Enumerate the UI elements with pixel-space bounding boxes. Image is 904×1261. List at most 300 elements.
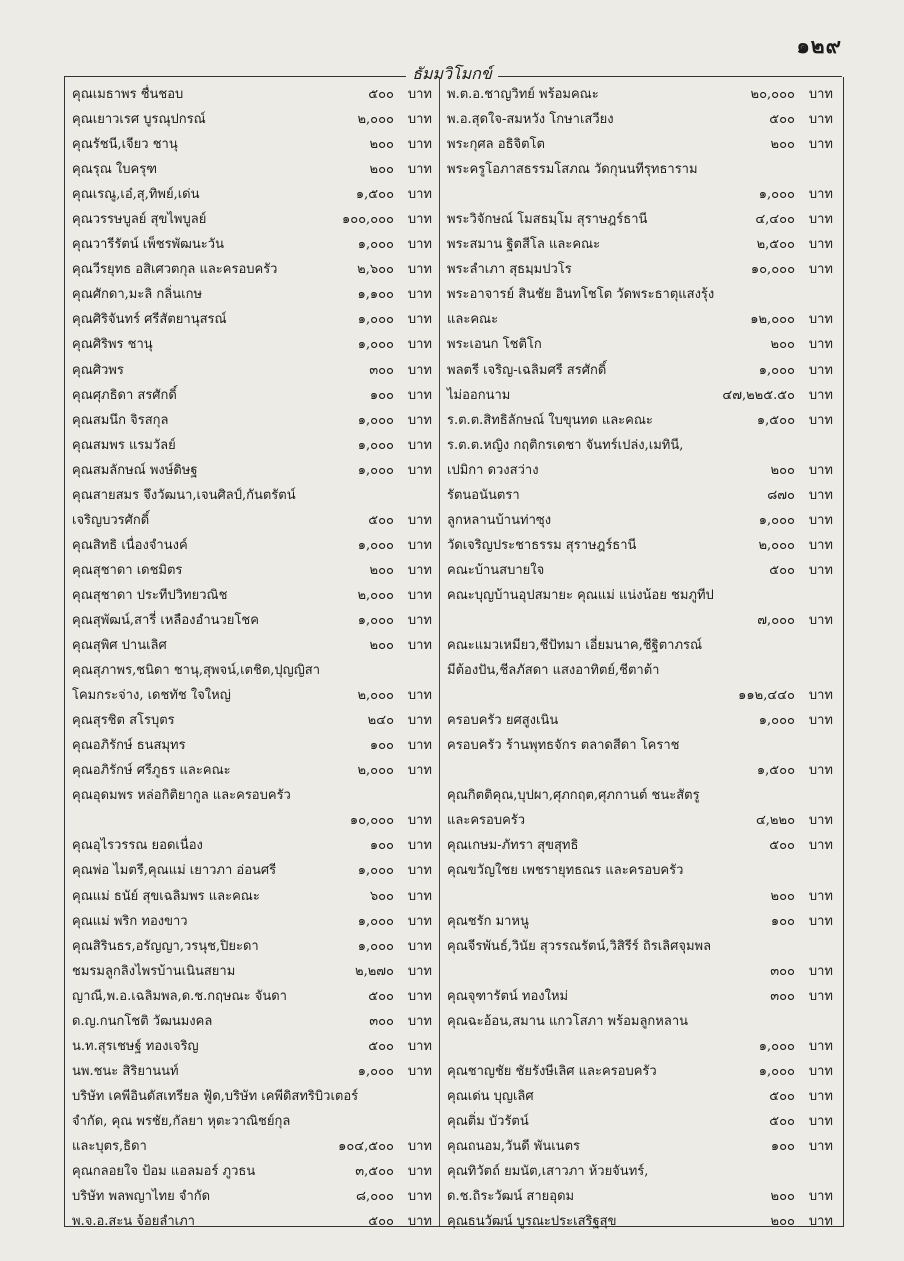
donor-row [72, 1010, 432, 1035]
donor-row [72, 784, 432, 809]
donor-name: คุณสุพัฒน์,สารี่ เหลืองอำนวยโชค [72, 612, 259, 628]
donation-amount: ๑๐๐,๐๐๐ [341, 212, 394, 228]
donor-name: คุณจุฑารัตน์ ทองใหม่ [447, 988, 569, 1004]
donor-name: คณะบ้านสบายใจ [447, 562, 545, 578]
donation-amount: ๕๐๐ [368, 1214, 394, 1230]
donor-row [447, 108, 833, 133]
donor-row [447, 258, 833, 283]
donor-name: พ.จ.อ.สะน จ้อยลำเภา [72, 1214, 195, 1230]
currency-unit: บาท [808, 512, 833, 528]
donor-name: พระลำเภา สุธมฺมปวโร [447, 262, 572, 278]
donor-name: คุณสิรินธร,อรัญญา,วรนุช,ปิยะดา [72, 938, 259, 954]
donation-amount: ๑๐๐ [770, 913, 795, 929]
donor-name: คุณชรัก มาหนู [447, 913, 529, 929]
currency-unit: บาท [808, 612, 833, 628]
donation-amount: ๓๐๐ [369, 1013, 394, 1029]
donor-row [447, 208, 833, 233]
donor-name: คุณอุไรวรรณ ยอดเนื่อง [72, 838, 203, 854]
donor-name: คุณรุณ ใบครุฑ [72, 162, 158, 178]
currency-unit: บาท [407, 1038, 432, 1054]
currency-unit: บาท [407, 938, 432, 954]
donor-name: คุณสายสมร จึงวัฒนา,เจนศิลป์,กันตรัตน์ [72, 487, 296, 503]
page-number: ๑๒๙ [796, 33, 842, 58]
donor-name: คุณสิทธิ เนื่องจำนงค์ [72, 537, 188, 553]
donation-amount: ๒๐๐ [770, 888, 795, 904]
currency-unit: บาท [808, 1214, 833, 1230]
currency-unit: บาท [407, 512, 432, 528]
currency-unit: บาท [407, 638, 432, 654]
donor-row [447, 1160, 833, 1185]
currency-unit: บาท [808, 988, 833, 1004]
donor-name: คุณติ่ม บัวรัตน์ [447, 1113, 529, 1129]
currency-unit: บาท [808, 262, 833, 278]
currency-unit: บาท [407, 337, 432, 353]
donation-amount: ๑,๐๐๐ [357, 1063, 394, 1079]
donation-amount: ๑๐๐ [770, 1138, 795, 1154]
currency-unit: บาท [407, 612, 432, 628]
donor-name: พระครูโอภาสธรรมโสภณ วัดกุนนทีรุทธาราม [447, 162, 698, 178]
donor-name: คุณเกษม-ภัทรา สุขสุทธิ [447, 838, 579, 854]
donor-row [447, 459, 833, 484]
donor-row [447, 859, 833, 884]
donor-row [72, 960, 432, 985]
donor-name: คุณสุชาดา เดชมิตร [72, 562, 183, 578]
donor-row [447, 709, 833, 734]
donor-row [447, 834, 833, 859]
donation-amount: ๘,๐๐๐ [356, 1189, 394, 1205]
donation-amount: ๑,๐๐๐ [357, 462, 394, 478]
donation-amount: ๑,๕๐๐ [756, 763, 795, 779]
donation-amount: ๒๐๐ [770, 337, 795, 353]
donor-row [447, 333, 833, 358]
currency-unit: บาท [808, 137, 833, 153]
donor-row [447, 985, 833, 1010]
donor-list-left [72, 83, 432, 1235]
donor-row [447, 910, 833, 935]
donor-name: คุณสมลักษณ์ พงษ์ดิษฐ [72, 462, 198, 478]
donor-name: คุณศิวพร [72, 362, 124, 378]
donation-amount: ๕๐๐ [769, 112, 795, 128]
donation-amount: ๑,๐๐๐ [758, 187, 795, 203]
donor-row [447, 359, 833, 384]
donor-row [72, 709, 432, 734]
currency-unit: บาท [808, 237, 833, 253]
donor-row [72, 359, 432, 384]
currency-unit: บาท [407, 287, 432, 303]
currency-unit: บาท [808, 537, 833, 553]
donor-row [72, 1085, 432, 1110]
currency-unit: บาท [407, 913, 432, 929]
currency-unit: บาท [407, 137, 432, 153]
donor-row [447, 559, 833, 584]
donation-amount: ๒,๐๐๐ [758, 537, 795, 553]
currency-unit: บาท [407, 888, 432, 904]
currency-unit: บาท [407, 462, 432, 478]
donor-row [72, 434, 432, 459]
currency-unit: บาท [407, 813, 432, 829]
donation-amount: ๕๐๐ [368, 87, 394, 102]
donor-name: และคณะ [447, 312, 499, 328]
donor-row [447, 1135, 833, 1160]
donor-row [447, 233, 833, 258]
currency-unit: บาท [808, 713, 833, 729]
donor-name: ไม่ออกนาม [447, 387, 511, 403]
donor-row [447, 409, 833, 434]
donation-amount: ๑,๐๐๐ [357, 537, 394, 553]
donor-name: ด.ช.ถิระวัฒน์ สายอุดม [447, 1189, 575, 1205]
donation-amount: ๒๐๐ [369, 162, 394, 178]
donation-amount: ๒๐,๐๐๐ [750, 87, 795, 102]
donor-row [72, 308, 432, 333]
donation-amount: ๑๐๔,๕๐๐ [338, 1138, 394, 1154]
donation-amount: ๓๐๐ [770, 963, 795, 979]
currency-unit: บาท [808, 337, 833, 353]
donor-row [72, 459, 432, 484]
donor-name: พลตรี เจริญ-เฉลิมศรี สรศักดิ์ [447, 362, 607, 378]
donation-amount: ๔,๔๐๐ [755, 212, 795, 228]
donor-name: คุณฉะอ้อน,สมาน แกวโสภา พร้อมลูกหลาน [447, 1013, 689, 1029]
donor-name: คุณแม่ พริก ทองขาว [72, 913, 188, 929]
donation-amount: ๘๗๐ [767, 487, 795, 503]
donation-amount: ๑,๐๐๐ [357, 312, 394, 328]
donor-name: นพ.ชนะ สิริยานนท์ [72, 1063, 179, 1079]
currency-unit: บาท [407, 863, 432, 879]
currency-unit: บาท [808, 562, 833, 578]
currency-unit: บาท [407, 362, 432, 378]
currency-unit: บาท [407, 212, 432, 228]
currency-unit: บาท [407, 1214, 432, 1230]
donor-name: คุณเมธาพร ชื่นชอบ [72, 87, 184, 102]
donor-row [447, 935, 833, 960]
currency-unit: บาท [808, 913, 833, 929]
donor-name: คุณธนวัฒน์ บูรณะประเสริฐสุข [447, 1214, 617, 1230]
donation-amount: ๑,๐๐๐ [357, 237, 394, 253]
donor-name: คุณสุพิศ ปานเลิศ [72, 638, 167, 654]
donor-row [72, 584, 432, 609]
currency-unit: บาท [808, 487, 833, 503]
donor-row [447, 1085, 833, 1110]
currency-unit: บาท [808, 412, 833, 428]
donation-amount: ๓๐๐ [770, 988, 795, 1004]
donor-row [447, 584, 833, 609]
donation-amount: ๒,๕๐๐ [756, 237, 795, 253]
donor-name: บริษัท เคพีอินดัสเทรียล ฟู้ด,บริษัท เคพีดิสทริบิวเตอร์ [72, 1088, 359, 1104]
donor-row [447, 1010, 833, 1035]
donation-amount: ๑๐๐ [369, 387, 394, 403]
donation-amount: ๕๐๐ [769, 562, 795, 578]
currency-unit: บาท [808, 813, 833, 829]
donor-name: รัตนอนันตรา [447, 487, 520, 503]
donation-amount: ๑,๕๐๐ [355, 187, 394, 203]
donor-name: คุณจีรพันธ์,วินัย สุวรรณรัตน์,วิสิรีร์ ถิรเลิศจุมพล [447, 938, 712, 954]
donor-name: คุณวรรษบูลย์ สุขไพบูลย์ [72, 212, 207, 228]
donor-row [447, 484, 833, 509]
donor-row [72, 885, 432, 910]
currency-unit: บาท [407, 738, 432, 754]
donation-amount: ๑,๐๐๐ [357, 913, 394, 929]
donation-amount: ๑,๐๐๐ [357, 412, 394, 428]
donor-row [72, 384, 432, 409]
donor-row [72, 609, 432, 634]
currency-unit: บาท [808, 1063, 833, 1079]
donor-row [447, 509, 833, 534]
donation-amount: ๕๐๐ [769, 1088, 795, 1104]
donation-amount: ๑๐,๐๐๐ [750, 262, 795, 278]
currency-unit: บาท [407, 87, 432, 102]
donation-amount: ๑,๑๐๐ [357, 287, 394, 303]
donor-row [447, 809, 833, 834]
donor-name: เปมิกา ดวงสว่าง [447, 462, 539, 478]
donor-row [72, 985, 432, 1010]
donor-row [72, 409, 432, 434]
donation-amount: ๒๐๐ [770, 1214, 795, 1230]
donor-name: ชมรมลูกลิงไพรบ้านเนินสยาม [72, 963, 236, 979]
donation-amount: ๕๐๐ [368, 512, 394, 528]
currency-unit: บาท [808, 362, 833, 378]
donation-amount: ๒๐๐ [770, 137, 795, 153]
currency-unit: บาท [808, 688, 833, 704]
donor-name: คุณศิริพร ชานุ [72, 337, 153, 353]
donor-row [72, 158, 432, 183]
donor-row [447, 659, 833, 684]
donor-name: คุณเยาวเรศ บูรณุปกรณ์ [72, 112, 206, 128]
donor-row [72, 183, 432, 208]
donation-amount: ๑๒,๐๐๐ [750, 312, 795, 328]
donor-row [72, 509, 432, 534]
currency-unit: บาท [407, 1013, 432, 1029]
donor-name: คณะแมวเหมียว,ชีปัทมา เอี่ยมนาค,ชีฐิตาภรณ์ [447, 638, 703, 654]
donor-row [72, 1060, 432, 1085]
donation-amount: ๕๐๐ [769, 1113, 795, 1129]
donor-row [72, 233, 432, 258]
currency-unit: บาท [808, 187, 833, 203]
currency-unit: บาท [407, 262, 432, 278]
donation-amount: ๓,๕๐๐ [355, 1164, 394, 1180]
donor-row [72, 684, 432, 709]
donation-amount: ๒๐๐ [369, 562, 394, 578]
donor-row [72, 1135, 432, 1160]
donor-name: คุณรัชนี,เจียว ชานุ [72, 137, 178, 153]
currency-unit: บาท [808, 1189, 833, 1205]
currency-unit: บาท [407, 562, 432, 578]
donor-row [72, 1035, 432, 1060]
donation-amount: ๒,๐๐๐ [357, 587, 394, 603]
donor-row [72, 809, 432, 834]
donor-name: คุณศักดา,มะลิ กลิ่นเกษ [72, 287, 203, 303]
donation-amount: ๑,๐๐๐ [357, 337, 394, 353]
donation-amount: ๔๗,๒๒๕.๕๐ [722, 387, 795, 403]
donor-row [72, 534, 432, 559]
donor-name: จำกัด, คุณ พรชัย,กัลยา หุตะวาณิชย์กุล [72, 1113, 291, 1129]
column-divider [439, 77, 440, 1226]
donor-row [72, 108, 432, 133]
currency-unit: บาท [407, 1063, 432, 1079]
currency-unit: บาท [407, 112, 432, 128]
donor-row [72, 333, 432, 358]
currency-unit: บาท [407, 1189, 432, 1205]
donation-amount: ๑๐,๐๐๐ [349, 813, 394, 829]
donor-row [447, 960, 833, 985]
currency-unit: บาท [808, 212, 833, 228]
currency-unit: บาท [407, 963, 432, 979]
donor-row [447, 133, 833, 158]
donor-name: มีต้องปัน,ชีลภัสดา แสงอาทิตย์,ชีตาต้า [447, 663, 660, 679]
currency-unit: บาท [808, 387, 833, 403]
currency-unit: บาท [407, 537, 432, 553]
donor-row [72, 484, 432, 509]
currency-unit: บาท [407, 387, 432, 403]
donation-amount: ๒๔๐ [367, 713, 394, 729]
currency-unit: บาท [808, 888, 833, 904]
donor-row [447, 1185, 833, 1210]
donor-row [72, 258, 432, 283]
donation-amount: ๕๐๐ [769, 838, 795, 854]
donation-amount: ๕๐๐ [368, 988, 394, 1004]
donation-amount: ๑,๐๐๐ [758, 362, 795, 378]
donor-name: คุณกลอยใจ ป้อม แอลมอร์ ภูวธน [72, 1164, 256, 1180]
donation-amount: ๑,๐๐๐ [758, 1038, 795, 1054]
donation-amount: ๑๑๒,๔๔๐ [738, 688, 795, 704]
donation-amount: ๕๐๐ [368, 1038, 394, 1054]
donor-name: ร.ต.ต.หญิง กฤติกรเดชา จันทร์เปล่ง,เมทินี, [447, 437, 684, 453]
currency-unit: บาท [407, 988, 432, 1004]
donation-amount: ๑๐๐ [369, 738, 394, 754]
donor-name: คุณศุภธิดา สรศักดิ์ [72, 387, 177, 403]
donor-list-right [447, 83, 833, 1235]
donor-row [447, 734, 833, 759]
donation-amount: ๑๐๐ [369, 838, 394, 854]
currency-unit: บาท [407, 1138, 432, 1154]
donation-amount: ๒๐๐ [770, 1189, 795, 1205]
donor-name: พระอาจารย์ สินชัย อินทโชโต วัดพระธาตุแสงรุ้ง [447, 287, 715, 303]
donor-row [72, 759, 432, 784]
currency-unit: บาท [407, 688, 432, 704]
donor-row [72, 208, 432, 233]
donor-name: คุณวารีรัตน์ เพ็ชรพัฒนะวัน [72, 237, 224, 253]
donation-amount: ๑,๐๐๐ [357, 938, 394, 954]
donor-row [447, 434, 833, 459]
donation-amount: ๑,๐๐๐ [357, 863, 394, 879]
donor-name: พ.อ.สุดใจ-สมหวัง โกษาเสวียง [447, 112, 614, 128]
donor-name: คุณเด่น บุญเลิศ [447, 1088, 534, 1104]
donation-amount: ๒๐๐ [770, 462, 795, 478]
donation-amount: ๑,๐๐๐ [758, 1063, 795, 1079]
donor-name: คุณถนอม,วันดี พันเนตร [447, 1138, 580, 1154]
currency-unit: บาท [808, 1038, 833, 1054]
donor-name: คณะบุญบ้านอุปสมายะ คุณแม่ แน่งน้อย ชมภูทีป [447, 587, 714, 603]
donation-amount: ๒,๐๐๐ [357, 688, 394, 704]
donation-amount: ๓๐๐ [369, 362, 394, 378]
donor-name: และครอบครัว [447, 813, 526, 829]
donor-name: คุณสมนึก จิรสกุล [72, 412, 169, 428]
donor-row [447, 83, 833, 108]
donor-row [72, 834, 432, 859]
donor-row [72, 1110, 432, 1135]
donor-row [72, 659, 432, 684]
currency-unit: บาท [407, 1164, 432, 1180]
donor-name: ญาณี,พ.อ.เฉลิมพล,ด.ช.กฤษณะ จันดา [72, 988, 287, 1004]
donation-amount: ๖๐๐ [369, 888, 394, 904]
donor-name: ลูกหลานบ้านท่าซุง [447, 512, 552, 528]
currency-unit: บาท [407, 412, 432, 428]
donor-row [447, 158, 833, 183]
currency-unit: บาท [808, 763, 833, 779]
donor-row [72, 83, 432, 108]
donor-row [72, 935, 432, 960]
donor-row [72, 634, 432, 659]
donor-row [72, 559, 432, 584]
donor-row [72, 1185, 432, 1210]
donor-name: คุณสุชาดา ประทีปวิทยวณิช [72, 587, 228, 603]
currency-unit: บาท [407, 763, 432, 779]
donor-name: คุณอุดมพร หล่อกิติยากูล และครอบครัว [72, 788, 291, 804]
currency-unit: บาท [808, 312, 833, 328]
donor-row [447, 283, 833, 308]
donor-row [447, 1035, 833, 1060]
currency-unit: บาท [407, 587, 432, 603]
donor-name: คุณวีรยุทธ อสิเศวตกุล และครอบครัว [72, 262, 278, 278]
donor-row [72, 910, 432, 935]
currency-unit: บาท [808, 462, 833, 478]
donor-name: คุณศิริจันทร์ ศรีสัตยานุสรณ์ [72, 312, 227, 328]
donor-row [447, 634, 833, 659]
donation-amount: ๒,๒๗๐ [355, 963, 394, 979]
donor-name: พ.ต.อ.ชาญวิทย์ พร้อมคณะ [447, 87, 599, 102]
currency-unit: บาท [808, 87, 833, 102]
donor-name: โคมกระจ่าง, เดชทัช ใจใหญ่ [72, 688, 231, 704]
donor-row [447, 609, 833, 634]
donor-name: พระเอนก โชติโก [447, 337, 542, 353]
currency-unit: บาท [407, 838, 432, 854]
currency-unit: บาท [407, 237, 432, 253]
donation-amount: ๑,๐๐๐ [758, 713, 795, 729]
donor-row [447, 308, 833, 333]
currency-unit: บาท [407, 162, 432, 178]
donor-name: คุณอภิรักษ์ ศรีภูธร และคณะ [72, 763, 231, 779]
donor-name: ครอบครัว ยศสูงเนิน [447, 713, 559, 729]
donor-name: คุณชาญชัย ชัยรังษีเลิศ และครอบครัว [447, 1063, 657, 1079]
currency-unit: บาท [407, 312, 432, 328]
donor-row [447, 183, 833, 208]
donor-name: คุณอภิรักษ์ ธนสมุทร [72, 738, 186, 754]
donor-name: ร.ต.ต.สิทธิลักษณ์ ใบขุนทด และคณะ [447, 412, 653, 428]
currency-unit: บาท [808, 1088, 833, 1104]
donation-amount: ๗,๐๐๐ [757, 612, 795, 628]
donor-name: คุณกิตติคุณ,บุปผา,ศุภกฤต,ศุภกานต์ ชนะสัตรู [447, 788, 700, 804]
donor-row [72, 283, 432, 308]
donor-row [72, 1160, 432, 1185]
donor-row [447, 1210, 833, 1235]
currency-unit: บาท [407, 713, 432, 729]
donation-amount: ๒๐๐ [369, 638, 394, 654]
donor-row [447, 534, 833, 559]
donor-name: พระสมาน ฐิตสีโล และคณะ [447, 237, 601, 253]
currency-unit: บาท [808, 963, 833, 979]
donation-amount: ๒,๖๐๐ [357, 262, 394, 278]
donor-name: ด.ญ.กนกโชติ วัฒนมงคล [72, 1013, 213, 1029]
donor-row [447, 784, 833, 809]
donor-name: บริษัท พลพญาไทย จำกัด [72, 1189, 211, 1205]
currency-unit: บาท [808, 112, 833, 128]
donor-name: น.ท.สุรเชษฐ์ ทองเจริญ [72, 1038, 199, 1054]
donation-amount: ๒,๐๐๐ [357, 112, 394, 128]
donor-name: คุณแม่ ธนัย์ สุขเฉลิมพร และคณะ [72, 888, 260, 904]
donor-row [447, 384, 833, 409]
donation-amount: ๑,๐๐๐ [357, 437, 394, 453]
donor-name: คุณเรณู,เอ๋,สุ,ทิพย์,เด่น [72, 187, 200, 203]
donor-row [72, 859, 432, 884]
donation-amount: ๑,๕๐๐ [756, 412, 795, 428]
